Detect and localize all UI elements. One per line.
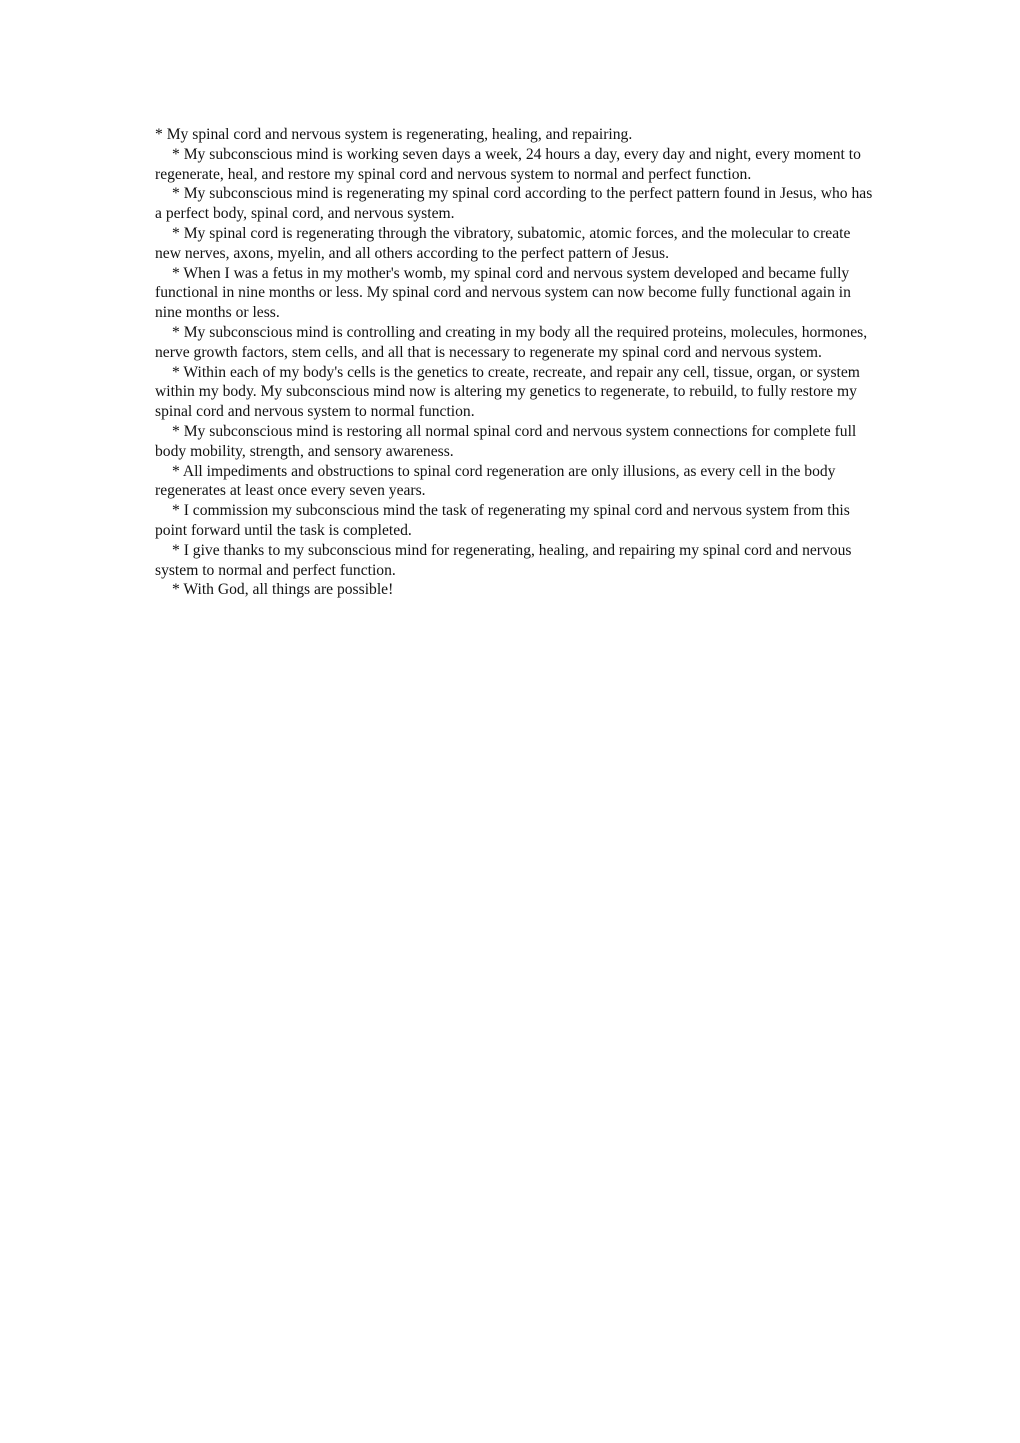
paragraph: * All impediments and obstructions to spinal cord regeneration are only illusions, as every cell in the body regenerates at least once every seven years. xyxy=(155,462,836,500)
paragraph: * I commission my subconscious mind the task of regenerating my spinal cord and nervous system from this point forward until the task is completed. xyxy=(155,502,850,539)
paragraph: * With God, all things are possible! xyxy=(172,581,394,599)
paragraph: * When I was a fetus in my mother's womb, my spinal cord and nervous system developed and became fully functional in nine months or less. My spinal cord and nervous system can now become fully functional again in nine months or less. xyxy=(155,264,851,322)
paragraph: * My subconscious mind is restoring all normal spinal cord and nervous system connections for complete full body mobility, strength, and sensory awareness. xyxy=(155,422,857,460)
paragraph: * My spinal cord is regenerating through the vibratory, subatomic, atomic forces, and the molecular to create new nerves, axons, myelin, and all others according to the perfect pattern of Jesus. xyxy=(155,224,851,262)
document-body xyxy=(155,125,875,600)
paragraph: * Within each of my body's cells is the genetics to create, recreate, and repair any cell, tissue, organ, or system within my body. My subconscious mind now is altering my genetics to regenerate, to rebuild, to fully restore my spinal cord and nervous system to normal function. xyxy=(155,363,860,421)
paragraph: * My spinal cord and nervous system is regenerating, healing, and repairing. xyxy=(155,126,633,143)
paragraph: * My subconscious mind is working seven days a week, 24 hours a day, every day and night, every moment to regenerate, heal, and restore my spinal cord and nervous system to normal and perfect function. xyxy=(155,145,861,183)
paragraph: * My subconscious mind is regenerating my spinal cord according to the perfect pattern found in Jesus, who has a perfect body, spinal cord, and nervous system. xyxy=(155,185,873,223)
paragraph: * I give thanks to my subconscious mind for regenerating, healing, and repairing my spinal cord and nervous system to normal and perfect function. xyxy=(155,541,852,579)
paragraph: * My subconscious mind is controlling and creating in my body all the required proteins, molecules, hormones, nerve growth factors, stem cells, and all that is necessary to regenerate my spinal cord and nervous system. xyxy=(155,323,868,361)
